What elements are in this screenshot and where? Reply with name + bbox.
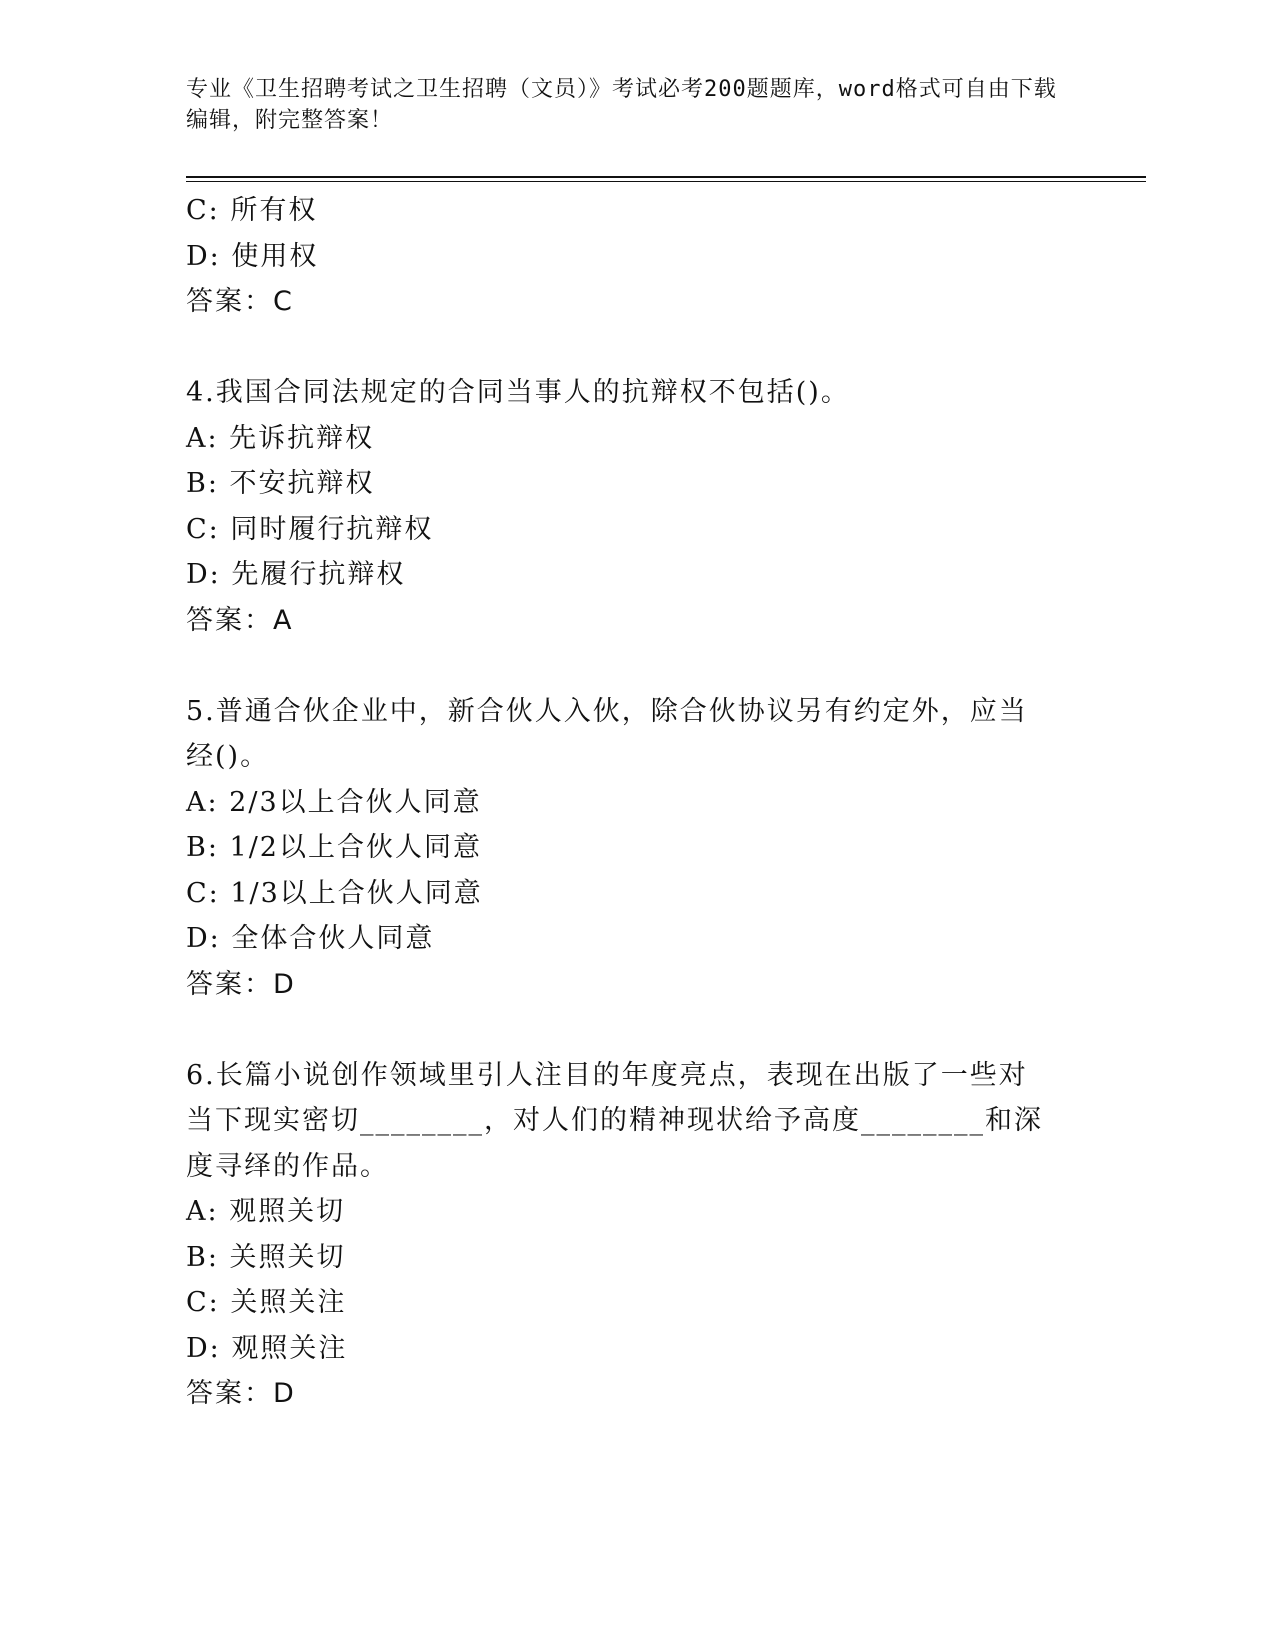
spacer — [186, 325, 1066, 371]
option-b: B: 不安抗辩权 — [186, 468, 375, 499]
question-text: 6.长篇小说创作领域里引人注目的年度亮点，表现在出版了一些对当下现实密切________，对人们的精神现状给予高度________和深度寻绎的作品。 — [186, 1059, 1043, 1182]
question-5 — [186, 689, 1066, 1008]
question-6 — [186, 1053, 1066, 1417]
option-a: A: 2/3以上合伙人同意 — [186, 786, 482, 818]
option-b: B: 1/2以上合伙人同意 — [186, 832, 482, 863]
option-a: A: 先诉抗辩权 — [186, 422, 375, 454]
option-d: D: 使用权 — [186, 240, 319, 272]
partial-question-3 — [186, 188, 1066, 325]
option-d: D: 观照关注 — [186, 1332, 348, 1364]
option-c: C: 关照关注 — [186, 1287, 347, 1318]
option-b: B: 关照关切 — [186, 1241, 346, 1273]
answer-line: 答案：A — [186, 604, 294, 636]
question-text: 5.普通合伙企业中，新合伙人入伙，除合伙协议另有约定外，应当经()。 — [186, 695, 1028, 772]
option-d: D: 全体合伙人同意 — [186, 923, 435, 954]
option-d: D: 先履行抗辩权 — [186, 559, 406, 590]
option-c: C: 1/3以上合伙人同意 — [186, 877, 483, 909]
spacer — [186, 1007, 1066, 1053]
document-header: 专业《卫生招聘考试之卫生招聘（文员）》考试必考200题题库，word格式可自由下载编辑，附完整答案！ — [186, 77, 1057, 133]
question-text: 4.我国合同法规定的合同当事人的抗辩权不包括()。 — [186, 377, 850, 408]
spacer — [186, 643, 1066, 689]
header-divider-thin — [186, 181, 1146, 182]
answer-line: 答案：D — [186, 1378, 296, 1409]
header-divider-thick — [186, 176, 1146, 178]
answer-line: 答案：D — [186, 968, 296, 1000]
question-content — [186, 188, 1066, 1417]
answer-line: 答案：C — [186, 286, 294, 317]
option-c: C: 同时履行抗辩权 — [186, 513, 434, 545]
question-4 — [186, 370, 1066, 643]
option-a: A: 观照关切 — [186, 1196, 346, 1227]
option-c: C: 所有权 — [186, 195, 318, 226]
